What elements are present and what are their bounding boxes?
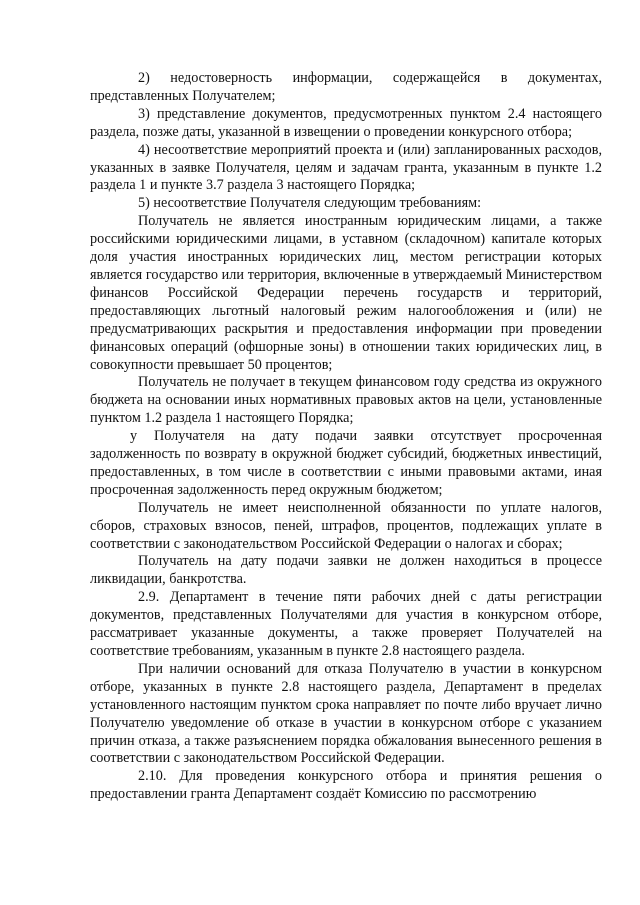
paragraph-item-4: 4) несоответствие мероприятий проекта и (или) запланированных расходов, указанных в заявке Получателя, целям и задачам гранта, указанным в пункте 1.2 раздела 1 и пункте 3.7 раздела 3 настоящего Порядка; (90, 141, 602, 194)
paragraph-requirement-taxes: Получатель не имеет неисполненной обязанности по уплате налогов, сборов, страховых взносов, пеней, штрафов, процентов, подлежащих уплате в соответствии с законодательством Российской Федерации о налогах и сборах; (90, 499, 602, 552)
paragraph-requirement-liquidation: Получатель на дату подачи заявки не должен находиться в процессе ликвидации, банкротства. (90, 553, 602, 588)
paragraph-requirement-budget: Получатель не получает в текущем финансовом году средства из окружного бюджета на основании иных нормативных правовых актов на цели, установленные пунктом 1.2 раздела 1 настоящего Порядка; (90, 374, 602, 427)
paragraph-2-9: 2.9. Департамент в течение пяти рабочих дней с даты регистрации документов, представленных Получателями для участия в конкурсном отборе, рассматривает указанные документы, а также проверяет Получателей на соответствие требованиям, указанным в пункте 2.8 настоящего раздела. (90, 589, 602, 659)
paragraph-item-2: 2) недостоверность информации, содержащейся в документах, представленных Получателем; (90, 70, 602, 104)
paragraph-2-10: 2.10. Для проведения конкурсного отбора и принятия решения о предоставлении гранта Департамент создаёт Комиссию по рассмотрению (90, 768, 602, 803)
paragraph-requirement-debt: у Получателя на дату подачи заявки отсутствует просроченная задолженность по возврату в окружной бюджет субсидий, бюджетных инвестиций, предоставленных, в том числе в соответствии с иными правовыми актами, иная просроченная задолженность перед окружным бюджетом; (90, 428, 602, 498)
paragraph-item-5: 5) несоответствие Получателя следующим требованиям: (138, 195, 482, 212)
paragraph-item-3: 3) представление документов, предусмотренных пунктом 2.4 настоящего раздела, позже даты, указанной в извещении о проведении конкурсного отбора; (90, 105, 602, 140)
document-page (90, 70, 602, 804)
paragraph-requirement-foreign: Получатель не является иностранным юридическим лицами, а также российскими юридическими лицами, в уставном (складочном) капитале которых доля участия иностранных юридических лиц, местом регистрации которых является государство или территория, включенные в утверждаемый Министерством финансов Российской Федерации перечень государств и территорий, предоставляющих льготный налоговый режим налогообложения и (или) не предусматривающих раскрытия и предоставления информации при проведении финансовых операций (офшорные зоны) в отношении таких юридических лиц, в совокупности превышает 50 процентов; (90, 213, 602, 373)
paragraph-refusal: При наличии оснований для отказа Получателю в участии в конкурсном отборе, указанных в пункте 2.8 настоящего раздела, Департамент в пределах установленного настоящим пунктом срока направляет по почте либо вручает лично Получателю уведомление об отказе в участии в конкурсном отборе с указанием причин отказа, а также разъяснением порядка обжалования вынесенного решения в соответствии с законодательством Российской Федерации. (90, 660, 602, 767)
